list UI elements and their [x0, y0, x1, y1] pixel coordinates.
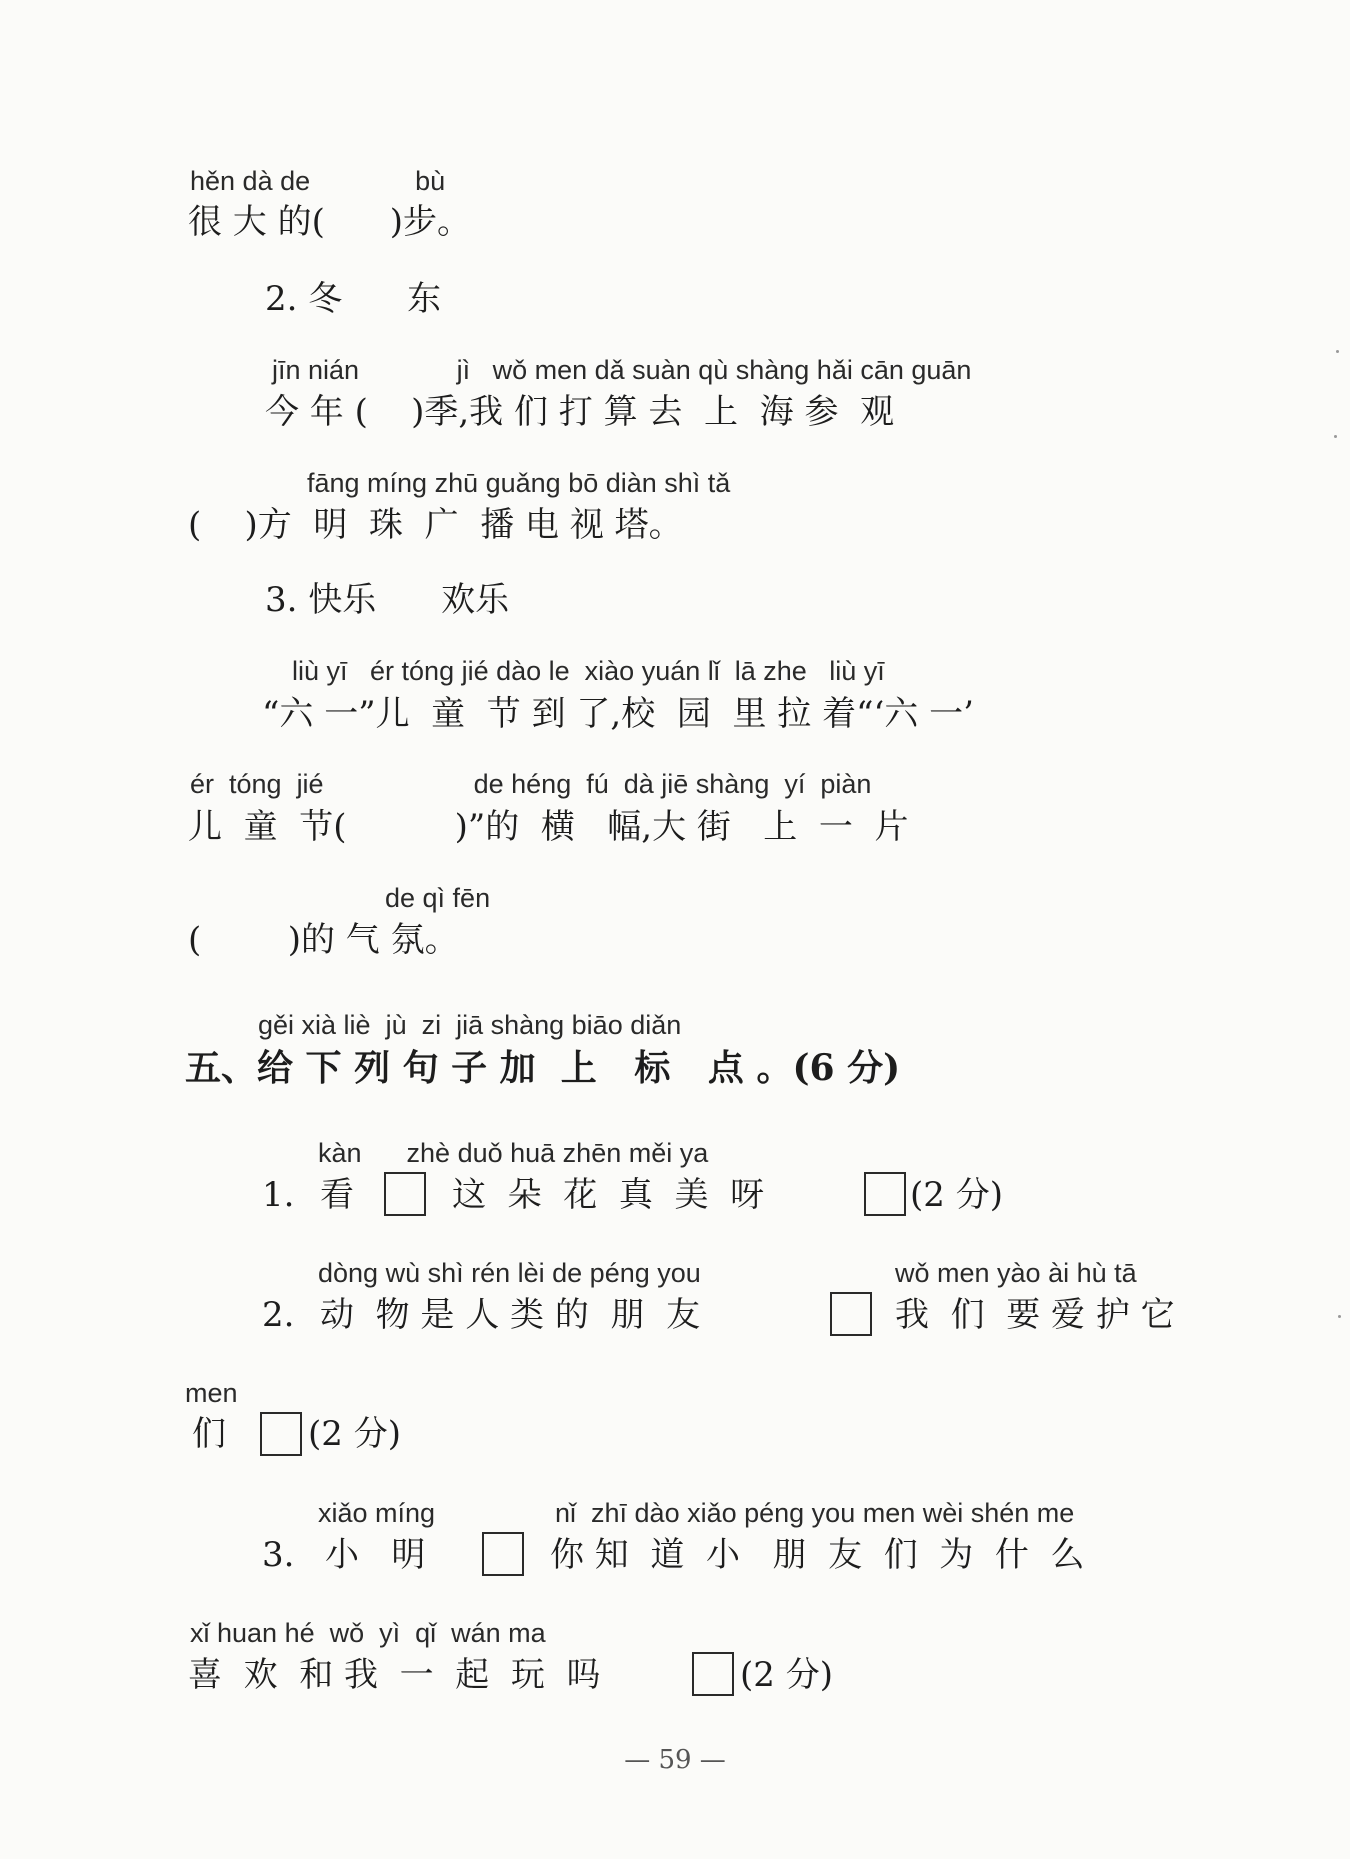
exercise-1-text-b: 这 朵 花 真 美 呀 [452, 1175, 765, 1215]
scan-speck [1334, 435, 1337, 438]
exercise-1-score: (2 分) [910, 1175, 1003, 1215]
exercise-3-cont-pinyin: xǐ huan hé wǒ yì qǐ wán ma [190, 1618, 546, 1648]
hanzi-line-1: 很 大 的( )步。 [188, 202, 471, 242]
section-5-heading: 五、给 下 列 句 子 加 上 标 点 。(6 分) [185, 1047, 901, 1089]
exercise-1-punct-box-1[interactable] [384, 1172, 426, 1216]
pinyin-line-5: ér tóng jié de héng fú dà jiē shàng yí piàn [190, 769, 872, 799]
exercise-2-pinyin-a: dòng wù shì rén lèi de péng you [318, 1258, 701, 1288]
exercise-3-number: 3. [262, 1535, 295, 1575]
exercise-3-score: (2 分) [740, 1655, 833, 1695]
exercise-3-punct-box-1[interactable] [482, 1532, 524, 1576]
pinyin-line-3: fāng míng zhū guǎng bō diàn shì tǎ [307, 468, 731, 498]
pinyin-line-2: jīn nián jì wǒ men dǎ suàn qù shàng hǎi cān guān [272, 355, 972, 385]
exercise-2-punct-box-2[interactable] [260, 1412, 302, 1456]
exercise-3-cont-text: 喜 欢 和 我 一 起 玩 吗 [188, 1655, 601, 1695]
question-2-heading: 2. 冬 东 [265, 279, 442, 319]
exercise-2-text-a: 动 物 是 人 类 的 朋 友 [320, 1295, 701, 1335]
hanzi-line-4: “六 一”儿 童 节 到 了,校 园 里 拉 着“‘六 一’ [262, 694, 974, 734]
exercise-1-number: 1. [262, 1175, 295, 1215]
exercise-2-number: 2. [262, 1295, 295, 1335]
exercise-3-pinyin-a: xiǎo míng [318, 1498, 436, 1528]
exercise-3-pinyin-b: nǐ zhī dào xiǎo péng you men wèi shén me [555, 1498, 1075, 1528]
pinyin-line-4: liù yī ér tóng jié dào le xiào yuán lǐ lā zhe liù yī [292, 656, 885, 686]
pinyin-line-1: hěn dà de bù [190, 166, 446, 196]
exercise-2-cont-pinyin: men [185, 1378, 238, 1408]
exercise-2-score: (2 分) [308, 1414, 401, 1454]
hanzi-line-2: 今 年 ( )季,我 们 打 算 去 上 海 参 观 [265, 392, 895, 432]
pinyin-line-6: de qì fēn [385, 883, 491, 913]
exercise-1-punct-box-2[interactable] [864, 1172, 906, 1216]
question-3-heading: 3. 快乐 欢乐 [265, 580, 510, 620]
section-5-pinyin: gěi xià liè jù zi jiā shàng biāo diǎn [258, 1010, 682, 1040]
hanzi-line-3: ( )方 明 珠 广 播 电 视 塔。 [188, 505, 683, 545]
exercise-3-text-a: 小 明 [325, 1535, 426, 1575]
exercise-2-pinyin-b: wǒ men yào ài hù tā [895, 1258, 1137, 1288]
exercise-2-text-b: 我 们 要 爱 护 它 [895, 1295, 1175, 1335]
exercise-2-cont-text: 们 [192, 1414, 226, 1454]
exercise-3-text-b: 你 知 道 小 朋 友 们 为 什 么 [550, 1535, 1085, 1575]
exercise-1-pinyin: kàn zhè duǒ huā zhēn měi ya [318, 1138, 709, 1168]
exercise-2-punct-box-1[interactable] [830, 1292, 872, 1336]
exercise-1-text-a: 看 [320, 1175, 354, 1215]
exercise-3-punct-box-2[interactable] [692, 1652, 734, 1696]
hanzi-line-5: 儿 童 节( )”的 横 幅,大 街 上 一 片 [188, 807, 909, 847]
scan-speck [1336, 350, 1339, 353]
scan-speck [1338, 1315, 1341, 1318]
page-number: — 59 — [624, 1745, 726, 1775]
hanzi-line-6: ( )的 气 氛。 [188, 920, 459, 960]
